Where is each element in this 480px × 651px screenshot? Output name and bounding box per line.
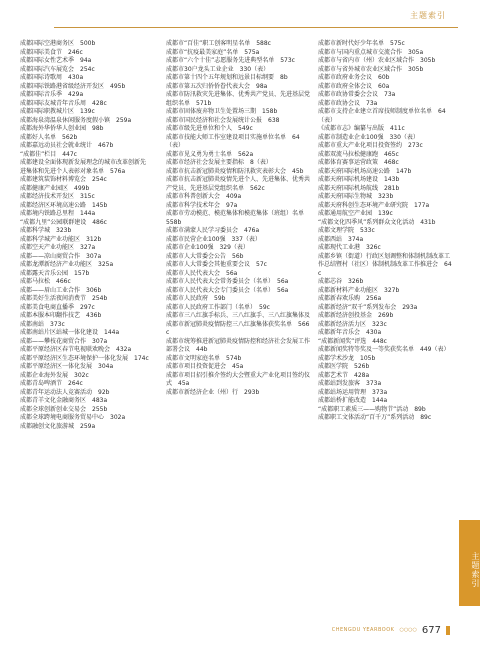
header-rule [54, 27, 458, 28]
index-entry: 成都平原经济区春节电视联欢晚会 432a [20, 346, 132, 353]
index-entry: 成都市级先进单位和个人 549c [166, 125, 253, 132]
index-entry: 成都市三八红旗手标兵、三八红旗手、三八红旗集体及成都市新冠肺炎疫情防控三八红旗集体获奖名单 566c [166, 312, 311, 336]
index-entry: 成都国际音乐季 429a [20, 91, 84, 98]
footer-dots: ○○○○ [399, 627, 417, 633]
index-entry: 成都国际女性艺术季 94a [20, 57, 92, 64]
index-entry: 成都双流马拉松健康跑 465c [318, 150, 399, 158]
index-entry: 成都建筑装饰材料博览会 254c [20, 176, 107, 183]
index-entry: 成都西站 374a [318, 235, 364, 243]
index-entry: 成都科学城产业功能区 312b [20, 235, 102, 243]
index-entry: 成都天府科创生态环境产业研究院 177a [318, 201, 430, 209]
footer-yearbook-label: CHENGDU YEARBOOK [331, 627, 395, 633]
index-entry: 成都市民营企业100强 337（表） [166, 235, 261, 243]
index-entry: 成都经济技术开发区 315c [20, 193, 95, 200]
index-entry: 成都经济区环境高速公路 145b [20, 201, 108, 209]
index-entry: 成都龙潭新经济产业功能区 325a [20, 261, 114, 268]
index-entry: 成都市“六个十佳”志愿服务先进典型名单 573c [166, 57, 295, 64]
index-entry: 成都体育赛事运营政策 468c [318, 159, 399, 166]
index-entry: 成都南站 373c [20, 320, 65, 328]
index-entry: 成都——凉山商贸合作 307a [20, 252, 102, 260]
index-entry: 成都青羊文化金融商务区 483a [20, 397, 108, 404]
index-column-3 [318, 40, 454, 423]
index-entry: 成都——攀枝花商贸合作 307a [20, 337, 108, 345]
index-entry: 成都市见义勇为勇士名单 562a [166, 150, 254, 158]
index-entry: 成都新材料产业功能区 327b [318, 286, 400, 294]
index-entry: 成都国际友城青年音乐周 428c [20, 99, 107, 107]
index-entry: 成都市重大产业化项目投资签约 273c [318, 142, 423, 149]
index-entry: 成都市人民政府工作部门（名单） 59c [166, 303, 270, 311]
index-entry: 成都市满蒙人民学习委员会 476a [166, 227, 260, 234]
index-entry: 成都海泉湾温泉休闲服务度假小镇 259a [20, 116, 132, 124]
index-entry: 成都市人民代表大会常务委员会（名单） 56a [166, 278, 289, 285]
index-entry: 成都融创文化旅游城 259a [20, 422, 96, 430]
index-entry: 成都市与国内重点城市交流合作 305a [318, 48, 424, 56]
index-entry: 成都市人民代表大会 56a [166, 269, 238, 277]
index-entry: “成都职工素质三——购物节”活动 89b [318, 405, 426, 413]
index-entry: 成都新经济活力区 323c [318, 320, 387, 328]
index-entry: 成都国际空港商务区 500b [20, 40, 96, 47]
index-entry: “成都文化四季风”系列群众文化活动 431b [318, 218, 436, 226]
index-entry: 成都国际诗歌周 430a [20, 74, 84, 81]
index-entry: 成都市技能大师工作室建设项目实施单位名单 64（表） [166, 133, 300, 149]
index-entry: 成都市防汛救灾先进集体、优秀共产党员、先进基层党组织名单 571b [166, 91, 311, 107]
index-entry: 成都市第十四个五年规划和远景目标纲要 8b [166, 74, 288, 81]
index-entry: 成都天府国际机场航线 281b [318, 184, 400, 192]
index-entry: 成都平原经济区一体化发展 304a [20, 363, 114, 370]
index-entry: 成都市文明家庭名单 574b [166, 354, 242, 362]
index-entry: 成都天府国际机场高速公路 147b [318, 167, 412, 175]
index-entry: 成都乡镇（街道）行政区划调整和体制机制改革工作总结暨村（社区）体制机制改革工作推进会 64c [318, 252, 452, 277]
index-entry: 成都新闻奖特等奖及一等奖获奖名单 449（表） [318, 346, 450, 353]
index-entry: 成都新春欢乐购 256a [318, 295, 382, 302]
index-entry: 成都天府国际机场建设 143b [318, 176, 400, 183]
index-entry: 成都市项目投资促进会 45a [166, 363, 244, 370]
index-entry: 成都芯谷 326b [318, 278, 364, 285]
index-entry: 成都全球创新创业交易会 255b [20, 405, 108, 413]
index-entry: 成都文理学院 533c [318, 227, 375, 234]
index-entry: 成都国际美食节 246c [20, 48, 83, 56]
index-entry: 成都嘉远动员社会就业统计 467b [20, 142, 114, 149]
index-entry: 成都企业海外发展 302c [20, 371, 89, 379]
index-entry: “成都佳”栏目 447c [20, 150, 77, 158]
index-entry: 成都市政府业务会议 60b [318, 74, 390, 81]
index-entry: 成都市科学技术年会 97a [166, 201, 238, 209]
index-entry: 成都新经济“双千”系列发布会 293a [318, 303, 418, 311]
page-marker-block [446, 626, 450, 635]
index-entry: 成都市政协常委会会议 73a [318, 91, 396, 98]
index-entry: 成都市抗击新冠肺炎疫情和防汛救灾表彰大会 45b [166, 167, 304, 175]
index-entry: 成都建设全面体现新发展理念的城市改革创新先进集体和先进个人表彰对象名单 576a [20, 159, 147, 175]
index-entry: 成都马拉松 466c [20, 278, 71, 285]
index-entry: 成都站到发旅客 373a [318, 380, 382, 387]
index-entry: 成都市国民经济和社会发展统计公报 638 [166, 116, 280, 124]
index-entry: 成都新年音乐会 430a [318, 329, 382, 336]
page-number: 677 [421, 624, 441, 636]
index-entry: 成都市人民政府 59b [166, 295, 226, 302]
index-entry: 成都市劳动模范、模范集体和模范集体（班组）名单 558b [166, 210, 311, 226]
index-column-1 [20, 40, 150, 431]
index-entry: 成都本服本印翻作技艺 436b [20, 312, 102, 319]
index-entry: 成都市新经济企业（州）行 293b [166, 388, 260, 396]
index-entry: 成都国际职教城片区 139c [20, 108, 95, 115]
index-entry: 成都市抗击新冠肺炎疫情先进个人、先进集体、优秀共产党员、先进基层党组织名单 562c [166, 176, 311, 192]
index-entry: 成都青岛啤酒节 264c [20, 380, 83, 387]
index-entry: 成都市第五次归侨侨眷代表大会 98a [166, 82, 268, 90]
index-entry: 成都站场运用管理 373a [318, 388, 388, 396]
page-footer [332, 624, 450, 636]
index-entry: 成都市与省内市（州）农业区域合作 305b [318, 57, 436, 64]
side-index-tab[interactable]: 主题索引 [459, 520, 480, 606]
index-entry: 成都平原经济区生态环境保护一体化发展 174c [20, 354, 149, 362]
index-entry: 成都市科普创新大会 409a [166, 193, 242, 200]
index-entry: “成都新闻奖”评选 448c [318, 337, 387, 345]
index-entry: 成都市固体废弃物卫生处置场三期 158b [166, 108, 278, 115]
index-entry: 成都全球跨境电商服务贸易中心 302a [20, 414, 126, 421]
index-entry: 成都海外华侨华人创业园 98b [20, 125, 104, 132]
index-entry: 成都市与省外城市农业区域合作 305b [318, 65, 424, 73]
index-entry: 成都通用航空产业园 139c [318, 210, 393, 217]
index-entry: 成都青年运动法人竞赛活动 92b [20, 388, 110, 396]
index-entry: 成都市人大常委会公告 56b [166, 252, 244, 260]
index-entry: 成都市人民代表大会专门委员会（名单） 56a [166, 286, 289, 294]
index-entry: 《成都市志》编纂与出版 411c [318, 125, 405, 132]
index-entry: 成都市30户龙头工业企业 330（表） [166, 65, 270, 73]
index-entry: 成都市新时代好少年名单 575c [318, 40, 405, 47]
index-entry: 成都职工文体活动“百千万”系列活动 89c [318, 414, 432, 421]
index-entry: 成都新经济创投基金 269b [318, 312, 394, 319]
index-entry: 成都市政协会议 73a [318, 99, 378, 107]
index-entry: 成都站桥扩能改造 144a [318, 397, 388, 404]
index-entry: 成都市“百佳”职工创客明星名单 588c [166, 40, 271, 47]
index-entry: 成都市项目招引推介签约大会暨重大产业化项目签约仪式 45a [166, 371, 311, 387]
index-entry: 成都市制造业企业100强 330（表） [318, 133, 419, 141]
index-entry: 成都美好生活夜间消费节 254b [20, 295, 108, 302]
index-entry: 成都艺术节 428a [318, 371, 370, 379]
index-entry: 成都科学城 323b [20, 227, 72, 234]
index-entry: 成都国际铁路港省级经济开发区 495b [20, 82, 126, 90]
index-entry: 成都国际汽车展览会 254c [20, 65, 95, 73]
index-entry: 成都市经济社会发展主要指标 8（表） [166, 159, 272, 166]
index-entry: 成都市“抗疫最美家庭”名单 575a [166, 48, 260, 56]
index-entry: 成都露天音乐公园 157b [20, 269, 90, 277]
index-entry: 成都——眉山工业合作 306b [20, 286, 102, 294]
index-entry: 成都好人名单 562b [20, 133, 78, 141]
index-entry: 成都市政府全体会议 60a [318, 82, 390, 90]
index-entry: 成都市支持企业建立首席技师制度单位名单 64（表） [318, 108, 446, 124]
index-entry: 成都现代工业港 326c [318, 244, 381, 251]
index-entry: 成都南站片区站城一体化建设 144a [20, 329, 120, 336]
index-entry: 成都天府国际生物城 323b [318, 193, 394, 200]
index-entry: 成都美食电商直播季 297c [20, 303, 95, 311]
index-entry: 成都学术沙龙 105b [318, 354, 376, 362]
index-entry: 成都空天产业功能区 327a [20, 244, 96, 251]
header-section-label: 主题索引 [410, 11, 446, 20]
index-column-2 [166, 40, 310, 397]
index-entry: “成都九里”公园联群建设 486c [20, 218, 107, 226]
index-entry: 成都市企业100强 329（表） [166, 244, 249, 251]
index-entry: 成都市统筹推进新冠肺炎疫情防控和经济社会发展工作部署会议 44b [166, 337, 311, 353]
index-entry: 成都市人大常委会其他重要会议 57c [166, 261, 267, 268]
index-entry: 成都境内铁路总里程 144a [20, 210, 96, 217]
index-entry: 成都医学院 526b [318, 363, 370, 370]
index-entry: 成都健康产业园区 499b [20, 184, 90, 192]
